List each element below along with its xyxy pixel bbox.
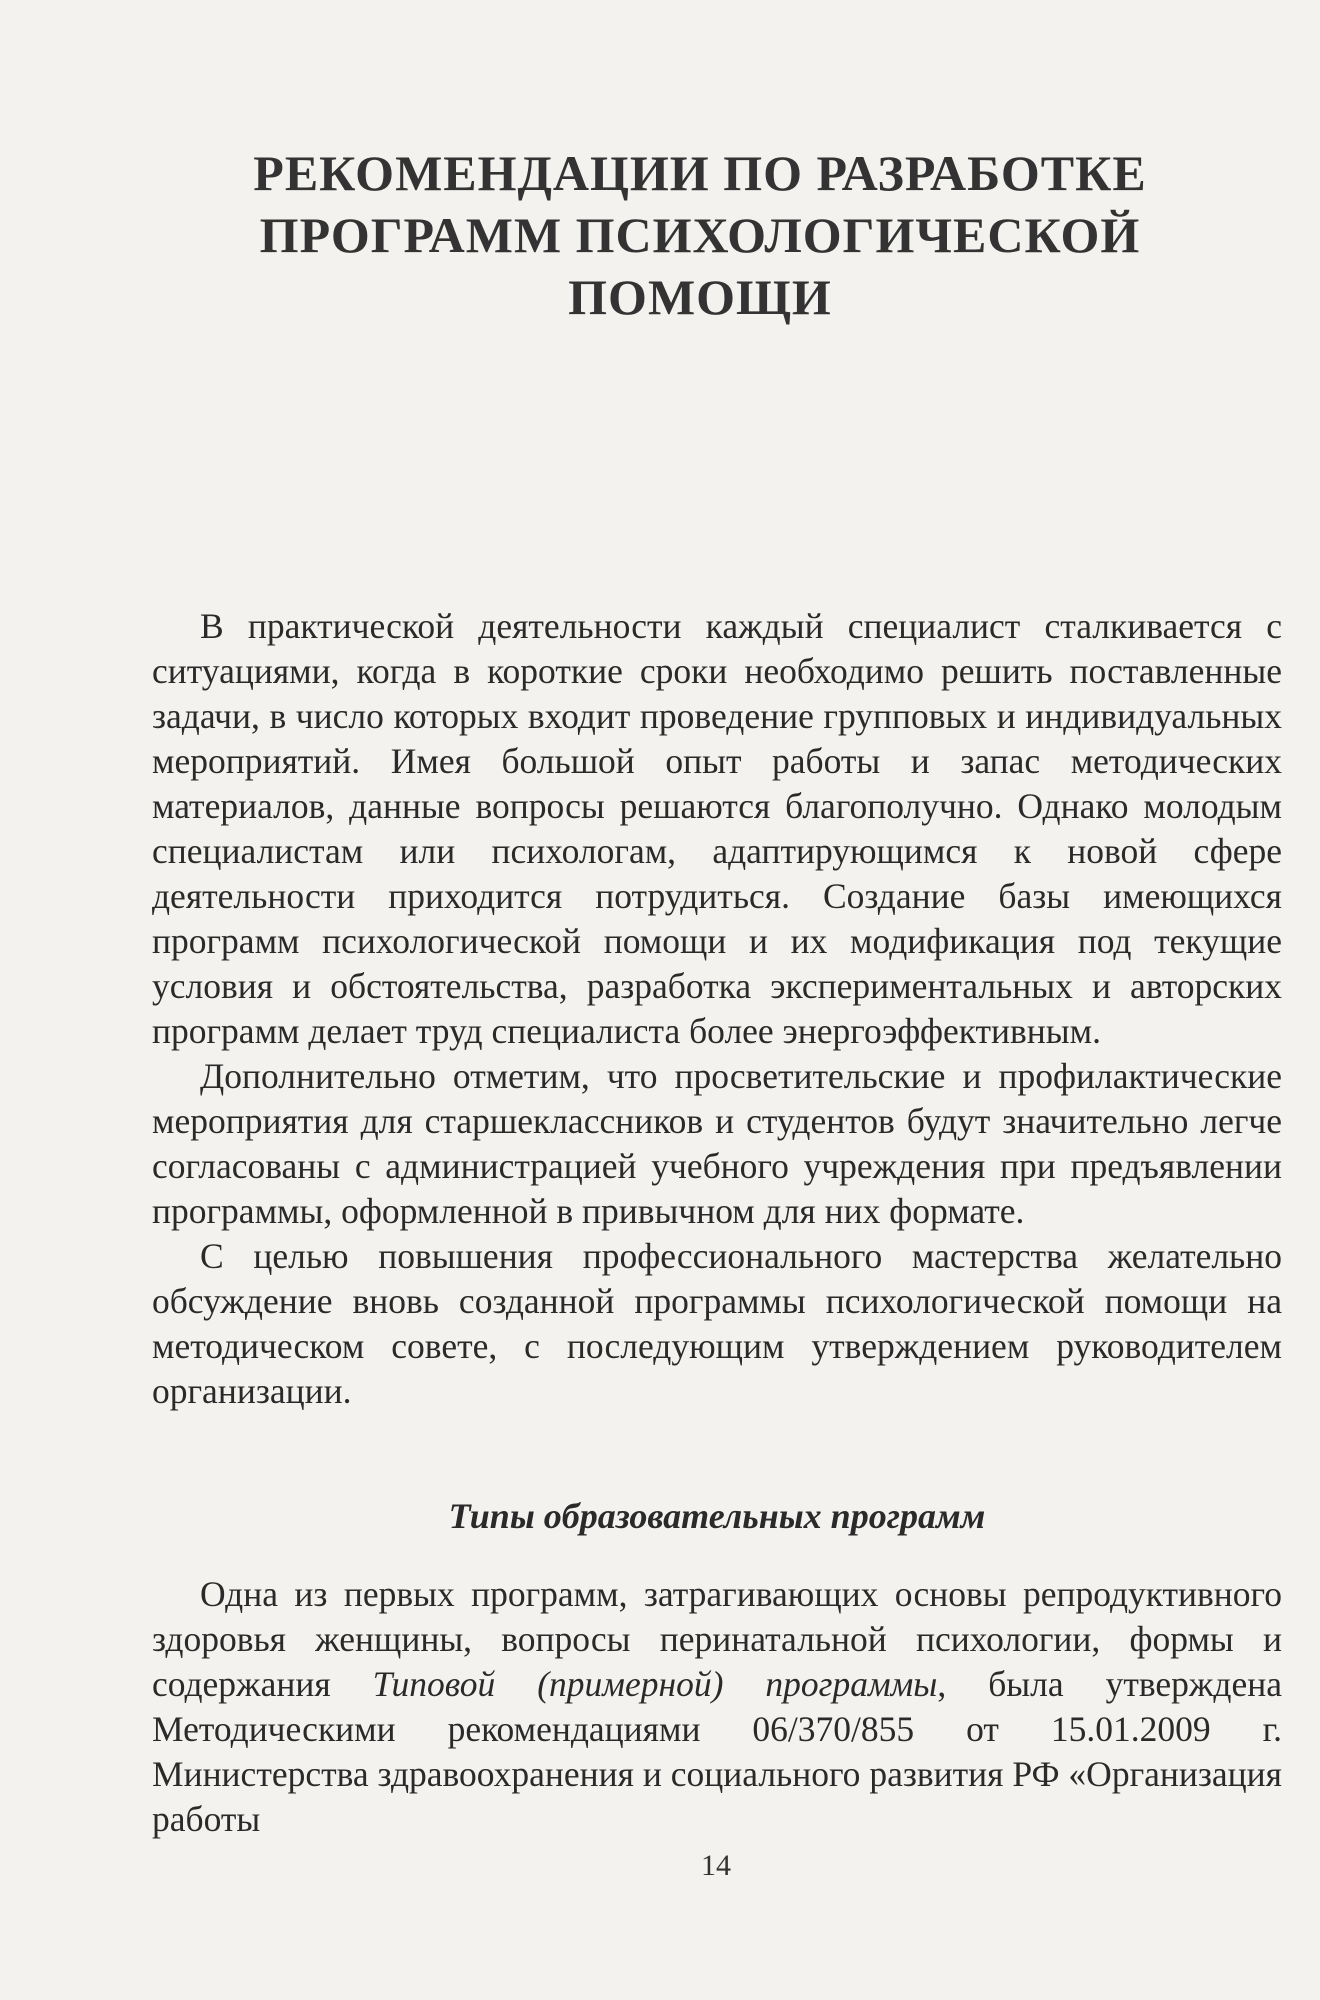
intro-paragraph-2: Дополнительно отметим, что просветительские и профилактические мероприятия для старшеклассников и студентов будут значительно легче согласованы с администрацией учебного учреждения при предъявлении программы, оформленной в привычном для них формате. [152,1056,1282,1231]
section-paragraph-1-start: Одна из первых программ, затрагивающих основы репродуктивного здоровья женщины, вопросы перинатальной психологии, формы и содержания [152,1574,1282,1704]
chapter-title-line-1: РЕКОМЕНДАЦИИ ПО РАЗРАБОТКЕ [253,145,1147,201]
section-paragraph-1-end: , была утверждена Методическими рекомендациями 06/370/855 от 15.01.2009 г. Министерства здравоохранения и социального развития РФ «Организация работы [152,1664,1282,1839]
page-number: 14 [701,1849,731,1882]
typical-program-term: Типовой (примерной) программы [372,1664,938,1704]
section-text-block [152,1572,1282,1842]
section-paragraph-1 [152,1572,1282,1842]
intro-paragraph-3: С целью повышения профессионального мастерства желательно обсуждение вновь созданной программы психологической помощи на методическом совете, с последующим утверждением руководителем организации. [152,1236,1282,1411]
chapter-title [150,142,1250,328]
intro-text-block [152,604,1282,1414]
chapter-title-line-2: ПРОГРАММ ПСИХОЛОГИЧЕСКОЙ ПОМОЩИ [259,207,1141,325]
section-heading: Типы образовательных программ [448,1496,986,1536]
intro-paragraph-1: В практической деятельности каждый специалист сталкивается с ситуациями, когда в короткие сроки необходимо решить поставленные задачи, в число которых входит проведение групповых и индивидуальных мероприятий. Имея большой опыт работы и запас методических материалов, данные вопросы решаются благополучно. Однако молодым специалистам или психологам, адаптирующимся к новой сфере деятельности приходится потрудиться. Создание базы имеющихся программ психологической помощи и их модификация под текущие условия и обстоятельства, разработка экспериментальных и авторских программ делает труд специалиста более энергоэффективным. [152,606,1282,1051]
